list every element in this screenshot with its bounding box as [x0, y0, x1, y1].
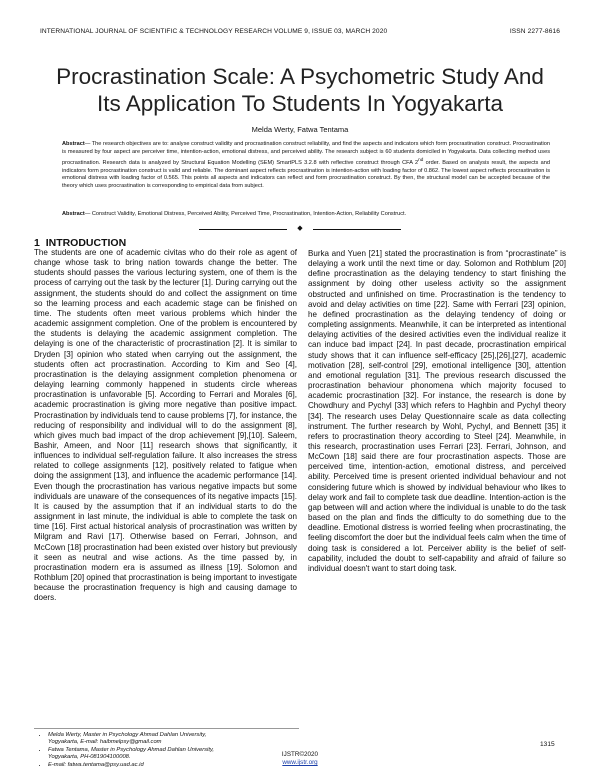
keywords [62, 211, 550, 218]
page-number: 1315 [540, 741, 555, 748]
journal-url-link[interactable]: www.ijstr.org [282, 759, 318, 766]
section-title: INTRODUCTION [45, 237, 127, 249]
footnote-item: • E-mail: fatwa.tentama@psy.uad.ac.id [48, 762, 299, 769]
footnote-rule [34, 728, 299, 729]
abstract [62, 141, 550, 190]
left-column [34, 248, 297, 603]
section-divider [0, 225, 600, 234]
left-column-text: The students are one of academic civitas who do their role as agent of change whose task to bring nation towards change the better. The students should passes the various lecturing system, one of them is the process of carrying out the task by the lecturer [1]. During carrying out the assignment, the students should do and collect the assignment on time so the learning process and each academic stage can be finished on time. The students often meet various problems which hinder the academic assignment completion. One of the problem is encountered by the students is delaying the academic assignment completion. The delaying is one of the characteristic of procrastination [2]. It is similar to Dryden [3] opinion who stated when carrying out the assignment, the students often act procrastination. According to Kim and Seo [4], procrastination is the delaying assignment completion phenomena or delaying learning commonly happened in students circle whereas procrastination is unfavorable [5]. According to Ferrari and Morales [6], academic procrastination is giving more negative than positive impact. Procrastination by individuals tend to cause problems [7], for instance, the reducing of responsibility and individual will to do the assignment [8], which gives much bad impact of the drop achievement [9],[10]. Saleem, Bashir, Ameen, and Noor [11] research shows that significantly, it influences to individual self-regulation failure. It also increases the stress related to college assignments [12], positively related to fatigue when doing the assignment [13], and influence the academic performance [14]. Even though the procrastination has various negative impacts but some individuals are unaware of the consequences of its negative impacts [15]. It is caused by the assumption that if an individual starts to do the assignment in last minute, the individual is able to complete the task on time [16]. First actual historical analysis of procrastination was written by Milgram and Ravi [17]. Otherwise based on Ferrari, Johnson, and McCown [18] procrastination had been existed over history but previously it seen as neutral and wise actions. As the time passed by, in procrastination modern era is assumed as illness [19]. Solomon and Rothblum [20] opined that procrastination is being important to investigate because the procrastination frequency is high and causing damage to doers. [34, 248, 298, 603]
footnote-item: • Fatwa Tentama, Master in Psychology Ahmad Dahlan University, Yogyakarta, PH-081904100008. [48, 747, 299, 762]
journal-header [40, 28, 560, 35]
page-footer [0, 751, 600, 767]
authors: Melda Werty, Fatwa Tentama [251, 125, 349, 134]
journal-name: INTERNATIONAL JOURNAL OF SCIENTIFIC & TECHNOLOGY RESEARCH VOLUME 9, ISSUE 03, MARCH 2020 [40, 28, 388, 35]
diamond-icon: ◆ [297, 225, 303, 232]
title-line-1: Procrastination Scale: A Psychometric Study And [56, 64, 544, 89]
keywords-text: — Construct Validity, Emotional Distress, Perceived Ability, Perceived Time, Procrastination, Intention-Action, Reliability Construct. [84, 211, 407, 217]
keywords-label: Abstract [62, 211, 85, 217]
section-number: 1 [34, 237, 40, 249]
abstract-text-2: order. Based on analysis result, the aspects and indicators form procrastination construct is valid and reliable. The dominant aspect reflects procrastination is intention-action with loading factor of 0.862. The lowest aspect reflects procrastination is emotional distress with loading factor of 0.565. This points all aspects and indicators can reflect and form procrastination construct. By then, the structural model can be accepted because of the theory which uses procrastination is corresponding to empirical data from subject. [62, 160, 550, 189]
title-line-2: Its Application To Students In Yogyakarta [96, 91, 504, 116]
abstract-superscript: nd [418, 157, 424, 163]
abstract-label: Abstract [62, 141, 85, 147]
paper-title [20, 63, 580, 117]
divider-line-left [199, 229, 287, 230]
divider-line-right [313, 229, 401, 230]
copyright: IJSTR©2020 [281, 751, 319, 758]
footnote-item: • Melda Werty, Master in Psychology Ahmad Dahlan University, Yogyakarta, E-mail: haibmelpsy@gmail.com [48, 732, 299, 747]
right-column [308, 249, 566, 574]
issn: ISSN 2277-8616 [509, 28, 560, 35]
abstract-text-1: — The research objectives are to: analyse construct validity and procrastination construct reliability, and find the aspects and indicators which form procrastination construct. Procrastination is measured by four aspect are perceiver time, intention-action, emotional distress, and perceived ability. The research subject is 60 students domiciled in Yogyakarta. Data collecting method uses procrastination. Research data is analyzed by Structural Equation Modelling (SEM) SmartPLS 3.2.8 with reflective construct through CFA 2 [62, 141, 550, 167]
right-column-text: Burka and Yuen [21] stated the procrastination is from “procrastinate” is delaying a work until the next time or day. Solomon and Rothblum [20] define procrastination as the delaying tendency to start finishing the assignment by doing other useless activity so the assignment obstructed and unfinished on time. Procrastination is the tendency to avoid and delay activities on time [22]. Same with Ferrari [23] opinion, he defined procrastination as the delaying tendency of doing or completing assignments. Meanwhile, it can be interpreted as intentional delaying activities of the desired activities even the individual realize it can induce bad impact [24]. In past decade, procrastination empirical study shows that it can influence self-efficacy [25],[26],[27], academic motivation [28], self-control [29], emotional intelligence [30], attention and emotional regulation [31]. The previous research discussed the procrastination behaviour phonomena which majority focused to academic procrastination [32]. For instance, the research is done by Chowdhury and Pychyl [33] which refers to Haghbin and Pychyl theory [34]. The research uses Delay Questionnaire scale as data collecting instrument. The further research by Wohl, Pychyl, and Bennett [35] it refers to procrastination theory according to Steel [24]. Meanwhile, in this research, procrastination uses Ferrari [23]. Ferrari, Johnson, and McCown [18] said there are four procrastination aspects. Those are perceived time, intention-action, emotional distress, and perceived ability. Perceived time is present oriented individual behaviour and not considering future which is showed by individual behaviour who likes to delay work and fail to complete task due deadline. Intention-action is the gap between will and action where the individual is unable to do the task based on the plan and finds the difficulty to do something due to the deadline. Emotional distress is worried feeling when procrastinating, the feeling discomfort the doer but the individual feels calm when the time of doing task is considered a lot. Perceiver ability is the belief of self-capability, included the doubt to self-capability and afraid of failure so individual doesn't want to start doing task. [308, 249, 566, 573]
